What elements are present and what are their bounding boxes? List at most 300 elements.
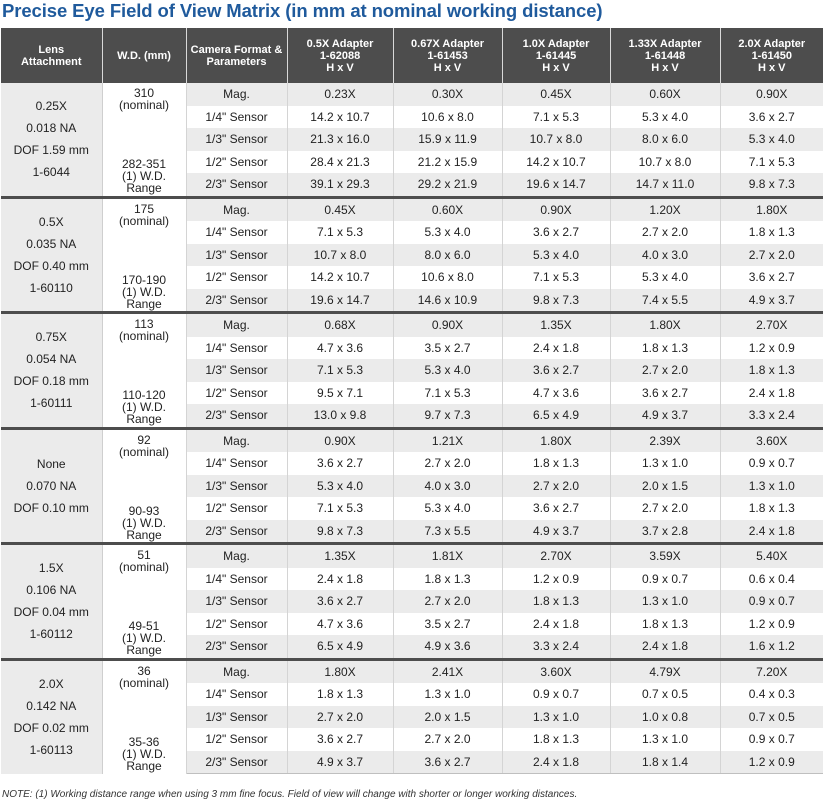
wd-line: (1) W.D. (122, 400, 166, 414)
header-line: 1.33X Adapter (628, 37, 702, 50)
fov-value-cell: 1.21X (393, 428, 502, 452)
fov-value-cell: 6.5 x 4.9 (502, 404, 610, 428)
fov-value-cell: 6.5 x 4.9 (287, 635, 393, 659)
fov-value-cell: 2.4 x 1.8 (502, 613, 610, 636)
lens-spec-line: 0.5X (38, 214, 64, 229)
wd-line: (nominal) (118, 560, 169, 574)
wd-line: 110-120 (122, 388, 166, 402)
working-distance-box (103, 83, 186, 195)
working-distance-box (103, 430, 186, 542)
fov-value-cell: 19.6 x 14.7 (287, 289, 393, 313)
wd-line: (nominal) (118, 329, 169, 343)
fov-value-cell: 5.3 x 4.0 (393, 221, 502, 244)
lens-spec-line: DOF 0.04 mm (13, 605, 89, 620)
fov-value-cell: 0.6 x 0.4 (748, 571, 795, 586)
fov-value-cell: 14.2 x 10.7 (287, 106, 393, 129)
fov-value-cell: 2.41X (393, 659, 502, 683)
working-distance-box (103, 199, 186, 311)
fov-value-cell: 1.2 x 0.9 (720, 751, 823, 774)
lens-spec-line: DOF 1.59 mm (13, 143, 89, 158)
camera-format-cell: 1/4" Sensor (186, 337, 287, 360)
camera-format-cell: 1/2" Sensor (186, 728, 287, 751)
lens-spec-line: 0.25X (35, 99, 67, 114)
fov-value-cell: 2.4 x 1.8 (610, 635, 720, 659)
fov-value-cell: 5.3 x 4.0 (393, 359, 502, 382)
wd-range (103, 505, 186, 542)
fov-value-cell: 0.90X (287, 428, 393, 452)
camera-format-cell: 1/3" Sensor (186, 244, 287, 267)
wd-line: (1) W.D. (122, 169, 166, 183)
fov-value-cell: 2.7 x 2.0 (393, 728, 502, 751)
camera-format-cell: 2/3" Sensor (186, 635, 287, 659)
fov-value-cell: 2.7 x 2.0 (720, 244, 823, 267)
fov-value-cell: 1.2 x 0.9 (748, 616, 795, 631)
fov-value-cell: 1.8 x 1.3 (748, 501, 795, 516)
fov-value-cell: 1.80X (610, 313, 720, 337)
fov-value-cell: 0.90X (502, 197, 610, 221)
fov-value-cell: 1.8 x 1.4 (610, 751, 720, 774)
fov-value-cell: 0.90X (720, 83, 823, 106)
fov-value-cell: 0.60X (393, 197, 502, 221)
working-distance-cell (102, 428, 186, 544)
table-row (1, 544, 823, 568)
camera-format-cell: 1/2" Sensor (186, 613, 287, 636)
header-camera-format (186, 28, 287, 83)
camera-format-cell: 1/3" Sensor (186, 590, 287, 613)
fov-value-cell: 3.6 x 2.7 (502, 359, 610, 382)
fov-value-cell: 7.4 x 5.5 (610, 289, 720, 313)
fov-value-cell: 2.7 x 2.0 (393, 452, 502, 475)
wd-line: (1) W.D. (122, 284, 166, 299)
page-title: Precise Eye Field of View Matrix (in mm at nominal working distance) (2, 0, 603, 21)
header-line: 1-61448 (644, 49, 686, 62)
camera-format-cell: Mag. (186, 428, 287, 452)
lens-spec-line: 1-60112 (29, 627, 73, 642)
fov-value-cell: 10.6 x 8.0 (393, 106, 502, 129)
fov-value-cell: 7.1 x 5.3 (287, 221, 393, 244)
fov-value-cell: 7.1 x 5.3 (287, 497, 393, 520)
matrix-body (1, 83, 823, 774)
fov-value-cell: 3.6 x 2.7 (748, 270, 795, 285)
lens-spec-line: 0.035 NA (26, 236, 77, 251)
fov-value-cell: 3.6 x 2.7 (287, 590, 393, 613)
fov-value-cell: 2.39X (610, 428, 720, 452)
camera-format-cell: Mag. (186, 83, 287, 106)
header-line: 0.67X Adapter (411, 37, 484, 50)
nominal-wd (103, 665, 186, 689)
wd-range (103, 389, 186, 426)
wd-range (103, 158, 186, 195)
camera-format-cell: 1/4" Sensor (186, 452, 287, 475)
fov-value-cell: 1.8 x 1.3 (393, 568, 502, 591)
wd-line: (nominal) (118, 213, 169, 228)
fov-value-cell: 2.4 x 1.8 (502, 337, 610, 360)
lens-spec-line: DOF 0.10 mm (13, 500, 89, 515)
fov-value-cell: 1.80X (720, 197, 823, 221)
fov-value-cell: 1.81X (393, 544, 502, 568)
fov-value-cell: 4.7 x 3.6 (287, 613, 393, 636)
lens-attachment-cell (1, 197, 102, 313)
wd-range (103, 274, 186, 311)
wd-line: 310 (133, 86, 155, 100)
header-working-distance (102, 28, 186, 83)
fov-value-cell: 10.7 x 8.0 (502, 128, 610, 151)
wd-line: 175 (133, 201, 155, 216)
camera-format-cell: 2/3" Sensor (186, 520, 287, 544)
fov-value-cell: 7.3 x 5.5 (393, 520, 502, 544)
fov-value-cell: 2.7 x 2.0 (610, 221, 720, 244)
fov-value-cell: 7.1 x 5.3 (502, 106, 610, 129)
fov-value-cell: 5.3 x 4.0 (610, 106, 720, 129)
wd-line: 49-51 (128, 619, 160, 633)
fov-value-cell: 4.9 x 3.7 (502, 520, 610, 544)
fov-value-cell: 3.6 x 2.7 (287, 452, 393, 475)
header-line: H x V (433, 61, 462, 74)
fov-value-cell: 4.9 x 3.7 (720, 289, 823, 313)
fov-matrix-table (1, 28, 823, 774)
fov-value-cell: 1.3 x 1.0 (610, 728, 720, 751)
working-distance-cell (102, 197, 186, 313)
lens-spec-line: 0.106 NA (26, 583, 77, 598)
header-line: 2.0X Adapter (738, 37, 806, 50)
wd-range (103, 620, 186, 657)
camera-format-cell: 1/3" Sensor (186, 359, 287, 382)
fov-value-cell: 39.1 x 29.3 (287, 173, 393, 197)
fov-value-cell: 8.0 x 6.0 (393, 244, 502, 267)
fov-value-cell: 1.80X (502, 428, 610, 452)
fov-value-cell: 4.7 x 3.6 (287, 337, 393, 360)
fov-value-cell: 9.8 x 7.3 (502, 289, 610, 313)
fov-value-cell: 3.60X (502, 659, 610, 683)
lens-attachment-cell (1, 659, 102, 774)
fov-value-cell: 2.4 x 1.8 (287, 568, 393, 591)
fov-value-cell: 0.68X (287, 313, 393, 337)
fov-value-cell: 0.7 x 0.5 (610, 683, 720, 706)
lens-spec-line: 0.75X (35, 330, 67, 345)
header-line: 0.5X Adapter (306, 37, 374, 50)
header-adapter-1-0x (502, 28, 610, 83)
lens-spec-line: 1-6044 (32, 165, 70, 180)
wd-line: 113 (134, 317, 154, 331)
fov-value-cell: 4.9 x 3.6 (393, 635, 502, 659)
camera-format-cell: 1/4" Sensor (186, 683, 287, 706)
header-line: Lens (38, 43, 65, 56)
camera-format-cell: 1/2" Sensor (186, 151, 287, 174)
fov-value-cell: 4.9 x 3.7 (287, 751, 393, 774)
fov-value-cell: 4.79X (610, 659, 720, 683)
nominal-wd (103, 203, 186, 227)
header-line: Attachment (20, 55, 82, 68)
fov-value-cell: 0.23X (287, 83, 393, 106)
fov-value-cell: 0.9 x 0.7 (502, 683, 610, 706)
header-adapter-2-0x (720, 28, 823, 83)
wd-line: Range (126, 643, 162, 657)
camera-format-cell: 1/3" Sensor (186, 128, 287, 151)
camera-format-cell: 2/3" Sensor (186, 751, 287, 774)
fov-value-cell: 3.6 x 2.7 (610, 382, 720, 405)
fov-value-cell: 2.0 x 1.5 (393, 706, 502, 729)
fov-value-cell: 1.8 x 1.3 (287, 683, 393, 706)
fov-value-cell: 5.3 x 4.0 (720, 128, 823, 151)
wd-line: Range (126, 296, 162, 311)
fov-value-cell: 9.5 x 7.1 (287, 382, 393, 405)
fov-value-cell: 1.8 x 1.3 (502, 728, 610, 751)
fov-value-cell: 10.7 x 8.0 (610, 151, 720, 174)
fov-value-cell: 9.8 x 7.3 (287, 520, 393, 544)
fov-value-cell: 3.3 x 2.4 (720, 404, 823, 428)
fov-value-cell: 1.8 x 1.3 (610, 613, 720, 636)
fov-value-cell: 3.5 x 2.7 (393, 337, 502, 360)
fov-value-cell: 14.7 x 11.0 (610, 173, 720, 197)
fov-value-cell: 1.80X (287, 659, 393, 683)
table-row (1, 197, 823, 221)
wd-line: 282-351 (121, 157, 167, 171)
fov-value-cell: 2.4 x 1.8 (748, 385, 795, 400)
fov-value-cell: 2.4 x 1.8 (720, 520, 823, 544)
fov-value-cell: 29.2 x 21.9 (393, 173, 502, 197)
fov-value-cell: 13.0 x 9.8 (287, 404, 393, 428)
working-distance-box (103, 661, 186, 773)
fov-value-cell: 2.7 x 2.0 (393, 590, 502, 613)
camera-format-cell: Mag. (186, 544, 287, 568)
fov-value-cell: 2.70X (720, 313, 823, 337)
fov-value-cell: 5.3 x 4.0 (502, 244, 610, 267)
header-adapter-1-33x (610, 28, 720, 83)
camera-format-cell: 2/3" Sensor (186, 404, 287, 428)
working-distance-cell (102, 313, 186, 429)
fov-value-cell: 14.2 x 10.7 (502, 151, 610, 174)
fov-value-cell: 1.3 x 1.0 (610, 452, 720, 475)
header-lens-attachment (1, 28, 102, 83)
fov-value-cell: 1.3 x 1.0 (502, 706, 610, 729)
fov-value-cell: 4.9 x 3.7 (610, 404, 720, 428)
wd-line: 35-36 (128, 734, 160, 749)
fov-value-cell: 1.8 x 1.3 (748, 225, 795, 240)
fov-value-cell: 0.9 x 0.7 (748, 732, 795, 747)
camera-format-cell: Mag. (186, 659, 287, 683)
header-line: W.D. (mm) (117, 49, 171, 62)
lens-attachment-cell (1, 313, 102, 429)
fov-value-cell: 9.7 x 7.3 (393, 404, 502, 428)
fov-value-cell: 2.7 x 2.0 (610, 497, 720, 520)
fov-value-cell: 1.8 x 1.3 (610, 337, 720, 360)
header-line: H x V (326, 61, 354, 74)
footnote: NOTE: (1) Working distance range when using 3 mm fine focus. Field of view will change with shorter or longer working distances. (2, 789, 578, 800)
camera-format-cell: 1/3" Sensor (186, 475, 287, 498)
fov-value-cell: 0.60X (610, 83, 720, 106)
camera-format-cell: 1/4" Sensor (186, 568, 287, 591)
wd-line: Range (126, 181, 162, 195)
fov-value-cell: 0.7 x 0.5 (720, 706, 823, 729)
table-row (1, 659, 823, 683)
header-adapter-0-67x (393, 28, 502, 83)
fov-value-cell: 1.2 x 0.9 (502, 568, 610, 591)
camera-format-cell: 1/4" Sensor (186, 106, 287, 129)
wd-line: Range (126, 527, 162, 542)
fov-value-cell: 1.35X (502, 313, 610, 337)
lens-attachment-cell (1, 83, 102, 197)
lens-spec-line: 1-60111 (30, 396, 73, 411)
fov-value-cell: 1.8 x 1.3 (720, 359, 823, 382)
wd-line: (nominal) (118, 98, 169, 112)
fov-value-cell: 10.7 x 8.0 (287, 244, 393, 267)
fov-value-cell: 2.7 x 2.0 (610, 359, 720, 382)
fov-value-cell: 1.3 x 1.0 (393, 683, 502, 706)
fov-value-cell: 1.3 x 1.0 (610, 590, 720, 613)
fov-value-cell: 2.7 x 2.0 (502, 475, 610, 498)
fov-value-cell: 2.4 x 1.8 (502, 751, 610, 774)
nominal-wd (103, 549, 186, 573)
camera-format-cell: 2/3" Sensor (186, 173, 287, 197)
fov-value-cell: 7.20X (720, 659, 823, 683)
wd-line: 170-190 (121, 272, 167, 287)
working-distance-box (103, 314, 186, 426)
lens-spec-line: 1-60110 (29, 280, 73, 295)
header-line: 1-61445 (535, 49, 577, 62)
fov-value-cell: 2.7 x 2.0 (287, 706, 393, 729)
header-line: 1-61450 (751, 49, 792, 62)
wd-line: (1) W.D. (122, 515, 166, 530)
fov-value-cell: 14.2 x 10.7 (287, 266, 393, 289)
wd-line: (1) W.D. (122, 746, 166, 761)
fov-value-cell: 28.4 x 21.3 (287, 151, 393, 174)
fov-value-cell: 4.0 x 3.0 (393, 475, 502, 498)
lens-spec-line: 0.054 NA (26, 352, 77, 367)
fov-value-cell: 3.59X (610, 544, 720, 568)
camera-format-cell: Mag. (186, 313, 287, 337)
fov-value-cell: 10.6 x 8.0 (393, 266, 502, 289)
fov-value-cell: 3.6 x 2.7 (502, 497, 610, 520)
fov-value-cell: 2.70X (502, 544, 610, 568)
header-line: Camera Format & (190, 43, 283, 56)
fov-value-cell: 1.8 x 1.3 (502, 590, 610, 613)
nominal-wd (103, 318, 186, 342)
fov-value-cell: 3.6 x 2.7 (393, 751, 502, 774)
fov-value-cell: 3.7 x 2.8 (610, 520, 720, 544)
fov-value-cell: 3.6 x 2.7 (502, 221, 610, 244)
lens-spec-line: None (36, 456, 66, 471)
fov-value-cell: 14.6 x 10.9 (393, 289, 502, 313)
wd-line: 92 (137, 432, 151, 447)
wd-line: 36 (137, 663, 151, 678)
fov-value-cell: 1.35X (287, 544, 393, 568)
fov-value-cell: 0.45X (287, 197, 393, 221)
header-line: Parameters (206, 55, 267, 68)
working-distance-cell (102, 83, 186, 197)
working-distance-box (103, 545, 186, 657)
lens-spec-line: 0.142 NA (26, 699, 77, 713)
header-line: 1-61453 (427, 49, 468, 62)
wd-line: (nominal) (118, 675, 169, 690)
fov-value-cell: 1.0 x 0.8 (610, 706, 720, 729)
fov-value-cell: 4.0 x 3.0 (610, 244, 720, 267)
fov-value-cell: 7.1 x 5.3 (287, 359, 393, 382)
lens-spec-line: 0.018 NA (26, 121, 77, 136)
header-line: H x V (542, 61, 570, 74)
header-row (1, 28, 823, 83)
wd-line: (1) W.D. (122, 631, 166, 645)
table-row (1, 313, 823, 337)
fov-value-cell: 0.9 x 0.7 (720, 590, 823, 613)
nominal-wd (103, 434, 186, 458)
header-line: 1-62088 (319, 49, 361, 62)
fov-value-cell: 7.1 x 5.3 (502, 266, 610, 289)
fov-value-cell: 3.60X (720, 428, 823, 452)
fov-value-cell: 3.6 x 2.7 (287, 728, 393, 751)
lens-attachment-cell (1, 428, 102, 544)
fov-value-cell: 5.40X (720, 544, 823, 568)
fov-value-cell: 21.3 x 16.0 (287, 128, 393, 151)
nominal-wd (103, 87, 186, 111)
lens-spec-line: DOF 0.40 mm (13, 258, 89, 273)
fov-value-cell: 0.9 x 0.7 (610, 568, 720, 591)
fov-value-cell: 9.8 x 7.3 (720, 173, 823, 197)
header-adapter-0-5x (287, 28, 393, 83)
lens-attachment-cell (1, 544, 102, 660)
wd-range (103, 736, 186, 773)
fov-value-cell: 3.6 x 2.7 (748, 109, 795, 124)
fov-value-cell: 4.7 x 3.6 (502, 382, 610, 405)
camera-format-cell: Mag. (186, 197, 287, 221)
fov-value-cell: 0.9 x 0.7 (748, 456, 795, 471)
camera-format-cell: 1/2" Sensor (186, 497, 287, 520)
fov-value-cell: 7.1 x 5.3 (748, 154, 795, 169)
fov-value-cell: 8.0 x 6.0 (610, 128, 720, 151)
fov-value-cell: 7.1 x 5.3 (393, 382, 502, 405)
fov-value-cell: 1.3 x 1.0 (720, 475, 823, 498)
header-line: H x V (651, 61, 679, 74)
working-distance-cell (102, 544, 186, 660)
wd-line: 90-93 (128, 503, 160, 518)
lens-spec-line: 1-60113 (29, 743, 73, 757)
fov-value-cell: 19.6 x 14.7 (502, 173, 610, 197)
camera-format-cell: 1/2" Sensor (186, 382, 287, 405)
fov-value-cell: 2.0 x 1.5 (610, 475, 720, 498)
fov-value-cell: 0.4 x 0.3 (748, 687, 795, 702)
fov-value-cell: 1.6 x 1.2 (720, 635, 823, 659)
working-distance-cell (102, 659, 186, 774)
wd-line: Range (126, 412, 162, 426)
table-row (1, 83, 823, 106)
fov-value-cell: 3.3 x 2.4 (502, 635, 610, 659)
lens-spec-line: 2.0X (38, 677, 64, 691)
camera-format-cell: 1/2" Sensor (186, 266, 287, 289)
fov-value-cell: 15.9 x 11.9 (393, 128, 502, 151)
fov-value-cell: 1.20X (610, 197, 720, 221)
camera-format-cell: 1/3" Sensor (186, 706, 287, 729)
camera-format-cell: 2/3" Sensor (186, 289, 287, 313)
fov-value-cell: 1.2 x 0.9 (748, 340, 795, 355)
wd-line: Range (126, 758, 162, 773)
fov-value-cell: 0.90X (393, 313, 502, 337)
fov-value-cell: 21.2 x 15.9 (393, 151, 502, 174)
table-row (1, 428, 823, 452)
header-line: H x V (757, 61, 786, 74)
lens-spec-line: 0.070 NA (26, 478, 77, 493)
fov-value-cell: 1.8 x 1.3 (502, 452, 610, 475)
header-line: 1.0X Adapter (522, 37, 590, 50)
lens-spec-line: 1.5X (38, 561, 64, 576)
fov-value-cell: 5.3 x 4.0 (287, 475, 393, 498)
fov-value-cell: 3.5 x 2.7 (393, 613, 502, 636)
lens-spec-line: DOF 0.02 mm (13, 721, 89, 735)
camera-format-cell: 1/4" Sensor (186, 221, 287, 244)
fov-value-cell: 0.45X (502, 83, 610, 106)
fov-value-cell: 5.3 x 4.0 (393, 497, 502, 520)
wd-line: 51 (137, 548, 151, 562)
fov-value-cell: 0.30X (393, 83, 502, 106)
fov-value-cell: 5.3 x 4.0 (610, 266, 720, 289)
